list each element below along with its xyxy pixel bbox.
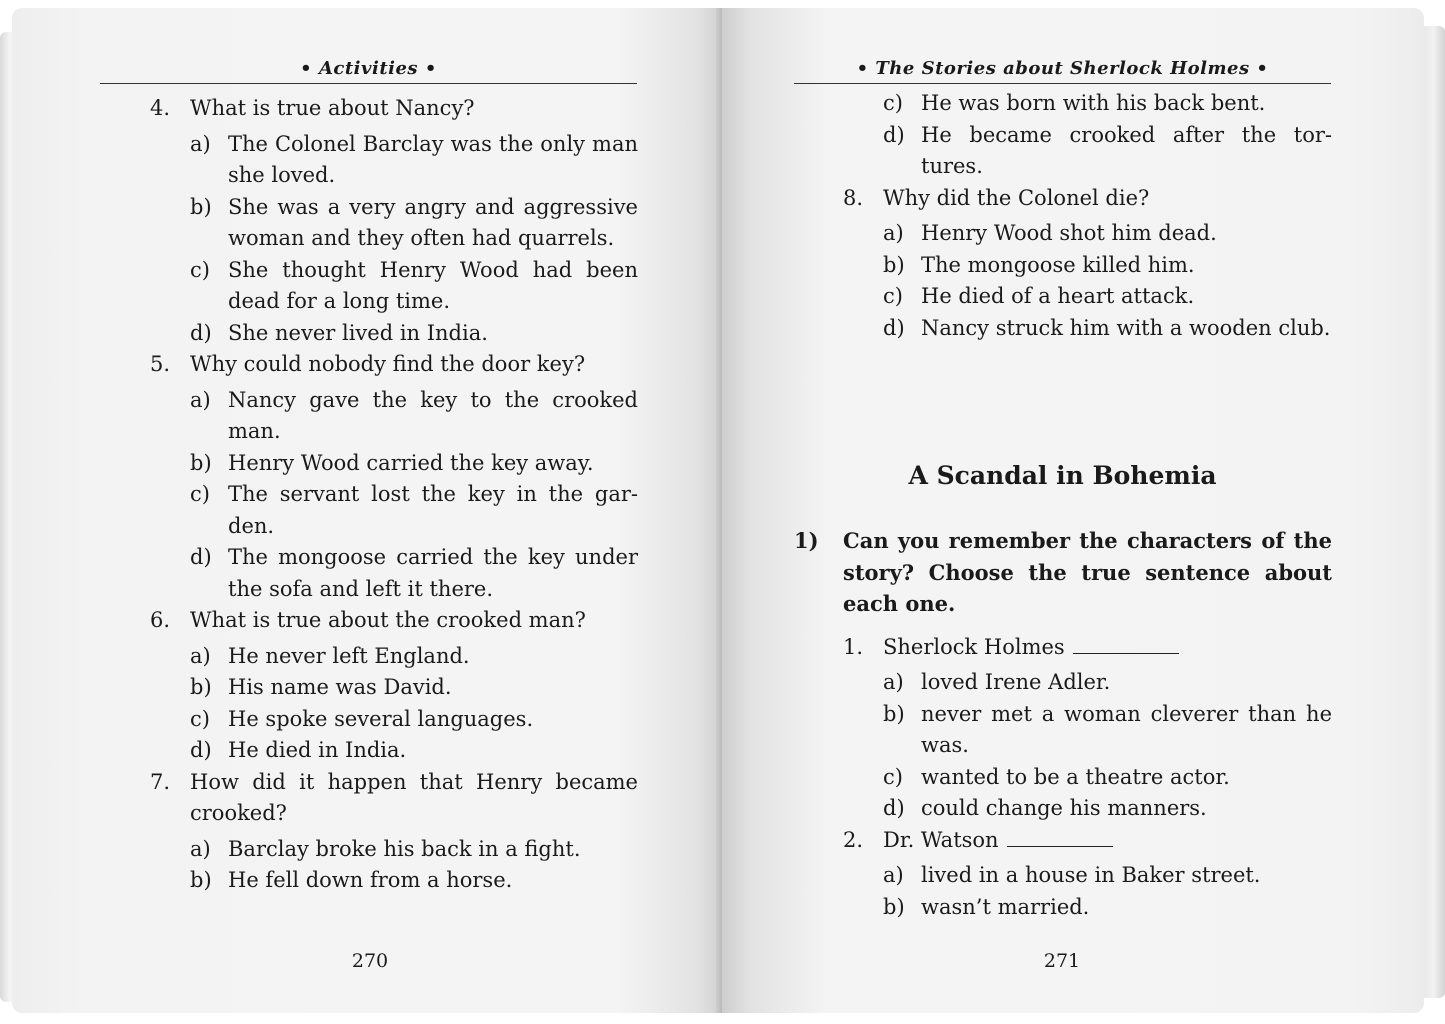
option-text: His name was David. <box>228 675 452 699</box>
option <box>190 448 638 480</box>
option-text: Henry Wood carried the key away. <box>228 450 594 475</box>
option-text: Nancy struck him with a wooden club. <box>921 315 1331 340</box>
option <box>883 892 1332 924</box>
option <box>190 129 638 192</box>
option-text: The Colonel Barclay was the only man she loved. <box>228 131 638 187</box>
option-text: lived in a house in Baker street. <box>921 863 1261 887</box>
question <box>150 93 638 125</box>
left-running-header: • Activities • <box>300 58 437 79</box>
option-letter: c) <box>883 284 903 308</box>
option-letter: d) <box>883 315 905 340</box>
option-text: He died in India. <box>228 738 407 762</box>
option-letter: a) <box>883 670 904 694</box>
option-text: wanted to be a theatre actor. <box>921 764 1230 789</box>
option <box>883 667 1332 699</box>
question-text: Why could nobody find the door key? <box>190 352 586 376</box>
option <box>190 479 638 542</box>
option-letter: b) <box>190 450 212 475</box>
option <box>190 318 638 350</box>
option <box>883 120 1332 183</box>
question-number: 2. <box>843 827 864 852</box>
option <box>883 88 1332 120</box>
option-text: wasn’t married. <box>921 894 1090 919</box>
question <box>843 825 1332 857</box>
option <box>190 385 638 448</box>
question-text: Dr. Watson <box>883 825 1332 857</box>
option-text: He died of a heart attack. <box>921 284 1195 308</box>
question-text: Can you remember the characters of the story? Choose the true sentence about each one. <box>843 528 1332 616</box>
option <box>883 218 1332 250</box>
option-letter: d) <box>883 122 905 147</box>
question-number: 6. <box>150 608 171 632</box>
question-block <box>843 825 1332 924</box>
question-text: What is true about Nancy? <box>190 96 475 120</box>
right-header-rule <box>794 83 1331 84</box>
question-text: Why did the Colonel die? <box>883 185 1150 210</box>
question <box>843 632 1332 664</box>
option-text: He became crooked after the tor-tures. <box>921 122 1332 178</box>
right-task <box>794 525 1332 923</box>
option-letter: d) <box>190 738 212 762</box>
option-letter: c) <box>190 257 210 282</box>
right-page-number: 271 <box>1043 950 1081 972</box>
option-letter: a) <box>190 836 211 861</box>
answer-blank <box>1007 828 1113 847</box>
question <box>150 605 638 637</box>
right-questions-top <box>843 88 1332 344</box>
question-block <box>150 93 638 349</box>
option <box>883 281 1332 313</box>
option-text: She was a very angry and aggressive woman and they often had quarrels. <box>228 194 638 250</box>
option <box>190 865 638 897</box>
option <box>190 704 638 736</box>
option-text: He never left England. <box>228 643 470 668</box>
section-title: A Scandal in Bohemia <box>908 461 1217 490</box>
option <box>190 735 638 767</box>
option-text: could change his manners. <box>921 796 1207 820</box>
option-letter: a) <box>190 643 211 668</box>
option-letter: a) <box>190 131 211 156</box>
option-letter: b) <box>883 894 905 919</box>
option-letter: d) <box>883 796 905 820</box>
option <box>883 793 1332 825</box>
option <box>190 641 638 673</box>
question <box>843 183 1332 215</box>
option-text: loved Irene Adler. <box>921 670 1111 694</box>
option-letter: b) <box>190 675 212 699</box>
question-number: 7. <box>150 769 171 794</box>
option <box>190 542 638 605</box>
question-text: How did it happen that Henry became crooked? <box>190 769 638 825</box>
option-text: Henry Wood shot him dead. <box>921 221 1217 245</box>
option-letter: d) <box>190 320 212 345</box>
question-block <box>150 767 638 897</box>
option-text: She thought Henry Wood had been dead for a long time. <box>228 257 638 313</box>
option-letter: c) <box>190 482 210 506</box>
option-text: never met a woman cleverer than he was. <box>921 701 1332 757</box>
option-text: He spoke several languages. <box>228 706 534 731</box>
option-text: The mongoose killed him. <box>921 252 1195 277</box>
option-text: He was born with his back bent. <box>921 91 1266 115</box>
right-running-header: • The Stories about Sherlock Holmes • <box>856 58 1269 79</box>
option-letter: b) <box>883 701 905 726</box>
question-number: 1) <box>794 528 819 553</box>
option-text: The mongoose carried the key under the sofa and left it there. <box>228 545 638 601</box>
question <box>150 767 638 830</box>
question-text: Sherlock Holmes <box>883 632 1332 664</box>
option <box>190 192 638 255</box>
question-block <box>843 632 1332 825</box>
question-block <box>150 349 638 605</box>
option-text: She never lived in India. <box>228 320 488 345</box>
question-block <box>843 183 1332 345</box>
option-text: The servant lost the key in the gar-den. <box>228 482 638 538</box>
option-letter: b) <box>190 194 212 219</box>
question <box>150 349 638 381</box>
left-header-rule <box>100 83 637 84</box>
left-page-number: 270 <box>351 950 389 972</box>
option-letter: a) <box>883 221 904 245</box>
option <box>190 672 638 704</box>
option <box>883 250 1332 282</box>
question-text: What is true about the crooked man? <box>190 608 586 632</box>
option-text: Nancy gave the key to the crooked man. <box>228 387 638 443</box>
option <box>883 313 1332 345</box>
question-block <box>150 605 638 767</box>
option-letter: a) <box>883 863 904 887</box>
option-letter: c) <box>883 764 903 789</box>
question-number: 1. <box>843 634 864 659</box>
option-letter: b) <box>190 868 212 892</box>
option-letter: c) <box>190 706 210 731</box>
option <box>190 834 638 866</box>
option <box>883 699 1332 762</box>
option-letter: d) <box>190 545 212 569</box>
option <box>883 762 1332 794</box>
task-instruction <box>794 525 1332 620</box>
question-number: 5. <box>150 352 171 376</box>
option-text: Barclay broke his back in a fight. <box>228 836 581 861</box>
option-letter: a) <box>190 387 211 412</box>
question-number: 4. <box>150 96 171 120</box>
option-text: He fell down from a horse. <box>228 868 513 892</box>
option <box>190 255 638 318</box>
option-letter: c) <box>883 91 903 115</box>
answer-blank <box>1073 635 1179 654</box>
question-number: 8. <box>843 185 864 210</box>
option-letter: b) <box>883 252 905 277</box>
option <box>883 860 1332 892</box>
left-questions <box>150 93 638 897</box>
